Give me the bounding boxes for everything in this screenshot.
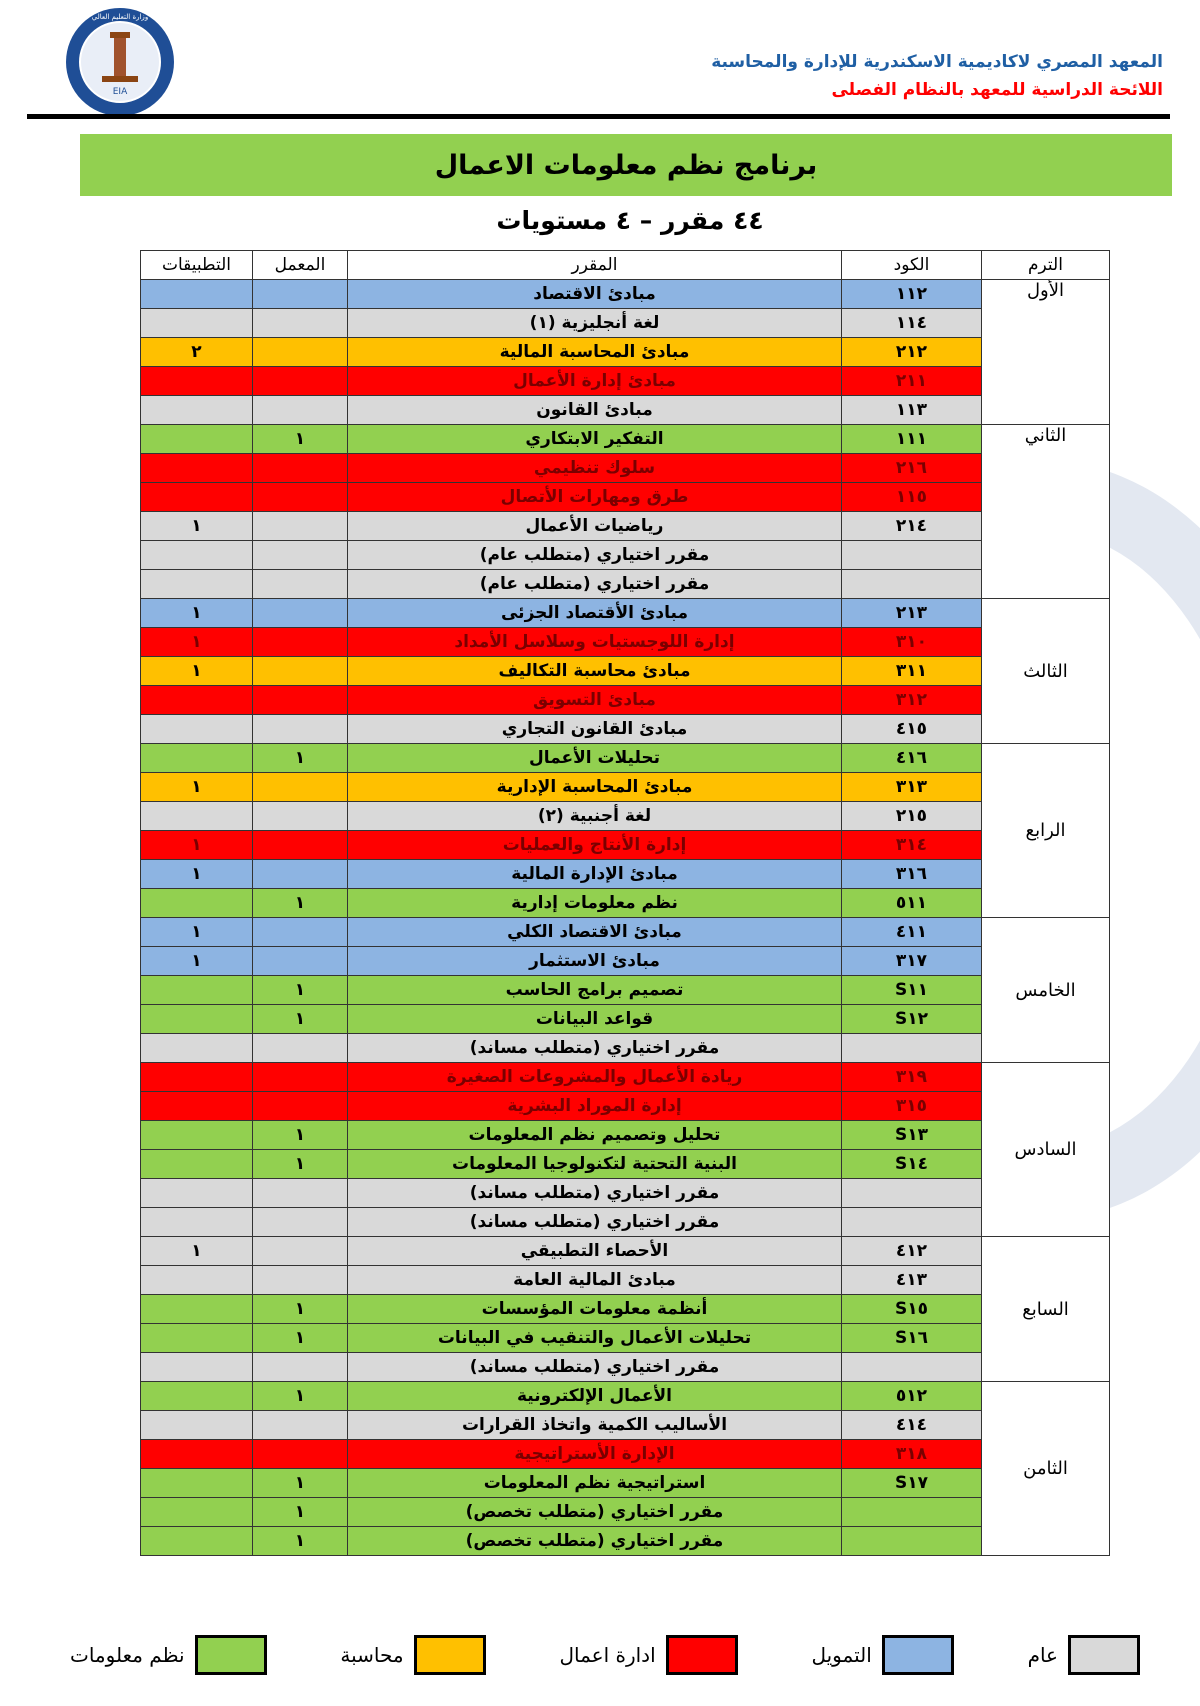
- lab-cell: ١: [253, 425, 348, 454]
- lab-cell: [253, 773, 348, 802]
- header-course: المقرر: [348, 251, 842, 280]
- table-row: [141, 1121, 1110, 1150]
- lab-cell: [253, 280, 348, 309]
- course-cell: مبادئ التسويق: [348, 686, 842, 715]
- course-cell: طرق ومهارات الأتصال: [348, 483, 842, 512]
- table-row: [141, 715, 1110, 744]
- applications-cell: ١: [141, 1237, 253, 1266]
- applications-cell: [141, 976, 253, 1005]
- legend-item-finance: [801, 1635, 953, 1675]
- legend-swatch: [195, 1635, 267, 1675]
- applications-cell: [141, 1208, 253, 1237]
- course-cell: مقرر اختياري (متطلب تخصص): [348, 1527, 842, 1556]
- course-cell: لغة أجنبية (٢): [348, 802, 842, 831]
- applications-cell: ٢: [141, 338, 253, 367]
- lab-cell: ١: [253, 744, 348, 773]
- course-cell: قواعد البيانات: [348, 1005, 842, 1034]
- table-row: [141, 1324, 1110, 1353]
- legend-item-management: [549, 1635, 737, 1675]
- course-cell: مبادئ الاستثمار: [348, 947, 842, 976]
- applications-cell: [141, 396, 253, 425]
- code-cell: ٣١٤: [842, 831, 982, 860]
- svg-text:وزارة التعليم العالي: وزارة التعليم العالي: [91, 13, 149, 21]
- applications-cell: ١: [141, 773, 253, 802]
- table-row: [141, 1295, 1110, 1324]
- lab-cell: [253, 338, 348, 367]
- table-row: [141, 367, 1110, 396]
- lab-cell: ١: [253, 889, 348, 918]
- lab-cell: [253, 1063, 348, 1092]
- applications-cell: [141, 1063, 253, 1092]
- lab-cell: [253, 1092, 348, 1121]
- lab-cell: [253, 1208, 348, 1237]
- table-row: [141, 338, 1110, 367]
- legend-label: عام: [1027, 1643, 1058, 1667]
- table-row: [141, 976, 1110, 1005]
- code-cell: [842, 1353, 982, 1382]
- applications-cell: [141, 483, 253, 512]
- code-cell: [842, 1034, 982, 1063]
- lab-cell: ١: [253, 1527, 348, 1556]
- table-row: [141, 860, 1110, 889]
- code-cell: S١٢: [842, 1005, 982, 1034]
- header-code: الكود: [842, 251, 982, 280]
- lab-cell: [253, 1411, 348, 1440]
- code-cell: S١٤: [842, 1150, 982, 1179]
- program-banner: [80, 134, 1172, 196]
- code-cell: ٢١١: [842, 367, 982, 396]
- code-cell: ٣١٩: [842, 1063, 982, 1092]
- applications-cell: [141, 1266, 253, 1295]
- code-cell: ٤١٢: [842, 1237, 982, 1266]
- lab-cell: ١: [253, 1150, 348, 1179]
- course-cell: البنية التحتية لتكنولوجيا المعلومات: [348, 1150, 842, 1179]
- course-cell: رياضيات الأعمال: [348, 512, 842, 541]
- code-cell: ٤١١: [842, 918, 982, 947]
- lab-cell: [253, 657, 348, 686]
- bylaw-title: اللائحة الدراسية للمعهد بالنظام الفصلى: [831, 80, 1163, 100]
- applications-cell: [141, 1324, 253, 1353]
- course-cell: مبادئ المالية العامة: [348, 1266, 842, 1295]
- table-row: [141, 1440, 1110, 1469]
- term-cell: الثالث: [982, 599, 1110, 744]
- course-cell: الإدارة الأستراتيجية: [348, 1440, 842, 1469]
- course-cell: مقرر اختياري (متطلب مساند): [348, 1353, 842, 1382]
- table-row: [141, 1353, 1110, 1382]
- lab-cell: [253, 947, 348, 976]
- course-cell: مبادئ الاقتصاد الكلي: [348, 918, 842, 947]
- course-cell: مقرر اختياري (متطلب تخصص): [348, 1498, 842, 1527]
- lab-cell: [253, 831, 348, 860]
- lab-cell: ١: [253, 976, 348, 1005]
- applications-cell: [141, 1295, 253, 1324]
- table-row: [141, 1092, 1110, 1121]
- code-cell: [842, 1179, 982, 1208]
- table-row: [141, 570, 1110, 599]
- course-cell: لغة أنجليزية (١): [348, 309, 842, 338]
- program-subtitle: ٤٤ مقرر – ٤ مستويات: [496, 206, 764, 235]
- term-cell: الأول: [982, 280, 1110, 425]
- header-applications: التطبيقات: [141, 251, 253, 280]
- applications-cell: [141, 454, 253, 483]
- applications-cell: [141, 280, 253, 309]
- course-cell: مقرر اختياري (متطلب مساند): [348, 1034, 842, 1063]
- code-cell: ٣١٣: [842, 773, 982, 802]
- header-term: الترم: [982, 251, 1110, 280]
- table-row: [141, 744, 1110, 773]
- legend-label: التمويل: [811, 1643, 872, 1667]
- table-row: [141, 599, 1110, 628]
- code-cell: S١٦: [842, 1324, 982, 1353]
- applications-cell: [141, 1411, 253, 1440]
- code-cell: ٤١٣: [842, 1266, 982, 1295]
- lab-cell: [253, 599, 348, 628]
- table-row: [141, 947, 1110, 976]
- table-row: [141, 1034, 1110, 1063]
- category-legend: [60, 1625, 1140, 1685]
- code-cell: ١١٥: [842, 483, 982, 512]
- table-row: [141, 309, 1110, 338]
- term-cell: الثامن: [982, 1382, 1110, 1556]
- applications-cell: [141, 1469, 253, 1498]
- legend-item-infosys: [60, 1635, 267, 1675]
- legend-item-general: [1018, 1635, 1140, 1675]
- code-cell: ٢١٤: [842, 512, 982, 541]
- table-row: [141, 425, 1110, 454]
- lab-cell: ١: [253, 1382, 348, 1411]
- table-row: [141, 802, 1110, 831]
- lab-cell: [253, 628, 348, 657]
- code-cell: ٤١٤: [842, 1411, 982, 1440]
- lab-cell: [253, 860, 348, 889]
- code-cell: ٤١٥: [842, 715, 982, 744]
- course-cell: مبادئ محاسبة التكاليف: [348, 657, 842, 686]
- code-cell: S١٣: [842, 1121, 982, 1150]
- courses-table: [140, 250, 1110, 1556]
- lab-cell: [253, 541, 348, 570]
- course-cell: تحليل وتصميم نظم المعلومات: [348, 1121, 842, 1150]
- table-row: [141, 657, 1110, 686]
- code-cell: ٢١٣: [842, 599, 982, 628]
- applications-cell: ١: [141, 831, 253, 860]
- table-row: [141, 918, 1110, 947]
- table-row: [141, 628, 1110, 657]
- table-row: [141, 1208, 1110, 1237]
- course-cell: مقرر اختياري (متطلب عام): [348, 541, 842, 570]
- code-cell: ٣١٥: [842, 1092, 982, 1121]
- header-divider: [27, 114, 1170, 119]
- course-cell: إدارة الموراد البشرية: [348, 1092, 842, 1121]
- lab-cell: [253, 1266, 348, 1295]
- applications-cell: [141, 889, 253, 918]
- table-row: [141, 831, 1110, 860]
- course-cell: الأساليب الكمية واتخاذ القرارات: [348, 1411, 842, 1440]
- table-row: [141, 1527, 1110, 1556]
- applications-cell: [141, 1150, 253, 1179]
- course-cell: مبادئ الإدارة المالية: [348, 860, 842, 889]
- lab-cell: [253, 570, 348, 599]
- applications-cell: [141, 715, 253, 744]
- table-row: [141, 1005, 1110, 1034]
- applications-cell: [141, 570, 253, 599]
- lab-cell: ١: [253, 1121, 348, 1150]
- term-cell: الرابع: [982, 744, 1110, 918]
- course-cell: التفكير الابتكاري: [348, 425, 842, 454]
- code-cell: ٤١٦: [842, 744, 982, 773]
- code-cell: S١١: [842, 976, 982, 1005]
- course-cell: استراتيجية نظم المعلومات: [348, 1469, 842, 1498]
- applications-cell: ١: [141, 918, 253, 947]
- table-row: [141, 686, 1110, 715]
- legend-swatch: [882, 1635, 954, 1675]
- table-row: [141, 1237, 1110, 1266]
- table-row: [141, 1266, 1110, 1295]
- applications-cell: [141, 541, 253, 570]
- legend-swatch: [414, 1635, 486, 1675]
- applications-cell: ١: [141, 512, 253, 541]
- course-cell: مبادئ القانون التجاري: [348, 715, 842, 744]
- course-cell: مقرر اختياري (متطلب مساند): [348, 1208, 842, 1237]
- course-cell: تحليلات الأعمال: [348, 744, 842, 773]
- lab-cell: [253, 1440, 348, 1469]
- applications-cell: [141, 1121, 253, 1150]
- term-cell: السادس: [982, 1063, 1110, 1237]
- lab-cell: [253, 367, 348, 396]
- lab-cell: [253, 1034, 348, 1063]
- code-cell: [842, 1527, 982, 1556]
- table-row: [141, 1063, 1110, 1092]
- program-title: برنامج نظم معلومات الاعمال: [434, 149, 818, 181]
- lab-cell: [253, 1353, 348, 1382]
- lab-cell: ١: [253, 1295, 348, 1324]
- lab-cell: [253, 802, 348, 831]
- header-lab: المعمل: [253, 251, 348, 280]
- lab-cell: [253, 918, 348, 947]
- applications-cell: [141, 1005, 253, 1034]
- institute-name: المعهد المصري لاكاديمية الاسكندرية للإدارة والمحاسبة: [711, 52, 1163, 72]
- table-row: [141, 889, 1110, 918]
- legend-label: نظم معلومات: [70, 1643, 185, 1667]
- legend-swatch: [1068, 1635, 1140, 1675]
- lab-cell: [253, 1179, 348, 1208]
- course-cell: مبادئ المحاسبة الإدارية: [348, 773, 842, 802]
- legend-item-accounting: [330, 1635, 485, 1675]
- applications-cell: [141, 744, 253, 773]
- term-cell: السابع: [982, 1237, 1110, 1382]
- code-cell: ١١٢: [842, 280, 982, 309]
- applications-cell: [141, 1353, 253, 1382]
- course-cell: مبادئ الأقتصاد الجزئى: [348, 599, 842, 628]
- code-cell: ٥١١: [842, 889, 982, 918]
- code-cell: ٣١٨: [842, 1440, 982, 1469]
- lab-cell: [253, 483, 348, 512]
- table-row: [141, 483, 1110, 512]
- course-cell: سلوك تنظيمي: [348, 454, 842, 483]
- table-row: [141, 1382, 1110, 1411]
- applications-cell: [141, 1382, 253, 1411]
- code-cell: ١١١: [842, 425, 982, 454]
- code-cell: S١٥: [842, 1295, 982, 1324]
- applications-cell: ١: [141, 657, 253, 686]
- applications-cell: ١: [141, 947, 253, 976]
- lab-cell: ١: [253, 1498, 348, 1527]
- applications-cell: ١: [141, 860, 253, 889]
- course-cell: الأحصاء التطبيقي: [348, 1237, 842, 1266]
- table-row: [141, 541, 1110, 570]
- applications-cell: [141, 367, 253, 396]
- lab-cell: [253, 396, 348, 425]
- applications-cell: [141, 1092, 253, 1121]
- code-cell: ٣١٧: [842, 947, 982, 976]
- course-cell: مبادئ الاقتصاد: [348, 280, 842, 309]
- code-cell: ٣١١: [842, 657, 982, 686]
- code-cell: ١١٣: [842, 396, 982, 425]
- code-cell: ٢١٥: [842, 802, 982, 831]
- course-cell: نظم معلومات إدارية: [348, 889, 842, 918]
- applications-cell: [141, 1034, 253, 1063]
- course-cell: إدارة اللوجستيات وسلاسل الأمداد: [348, 628, 842, 657]
- applications-cell: [141, 1440, 253, 1469]
- lab-cell: [253, 309, 348, 338]
- table-row: [141, 512, 1110, 541]
- table-header-row: [141, 251, 1110, 280]
- code-cell: S١٧: [842, 1469, 982, 1498]
- course-cell: مقرر اختياري (متطلب مساند): [348, 1179, 842, 1208]
- applications-cell: [141, 1179, 253, 1208]
- term-cell: الخامس: [982, 918, 1110, 1063]
- course-cell: أنظمة معلومات المؤسسات: [348, 1295, 842, 1324]
- applications-cell: [141, 425, 253, 454]
- code-cell: [842, 570, 982, 599]
- applications-cell: ١: [141, 628, 253, 657]
- applications-cell: [141, 802, 253, 831]
- code-cell: [842, 1498, 982, 1527]
- code-cell: ٣١٠: [842, 628, 982, 657]
- lab-cell: [253, 512, 348, 541]
- applications-cell: [141, 309, 253, 338]
- course-cell: ريادة الأعمال والمشروعات الصغيرة: [348, 1063, 842, 1092]
- code-cell: [842, 541, 982, 570]
- legend-swatch: [666, 1635, 738, 1675]
- applications-cell: [141, 1527, 253, 1556]
- table-row: [141, 1179, 1110, 1208]
- applications-cell: [141, 1498, 253, 1527]
- legend-label: محاسبة: [340, 1643, 404, 1667]
- applications-cell: [141, 686, 253, 715]
- code-cell: ١١٤: [842, 309, 982, 338]
- lab-cell: [253, 686, 348, 715]
- course-cell: تصميم برامج الحاسب: [348, 976, 842, 1005]
- table-row: [141, 1498, 1110, 1527]
- code-cell: ٥١٢: [842, 1382, 982, 1411]
- term-cell: الثاني: [982, 425, 1110, 599]
- course-cell: الأعمال الإلكترونية: [348, 1382, 842, 1411]
- table-row: [141, 280, 1110, 309]
- legend-label: ادارة اعمال: [559, 1643, 656, 1667]
- lab-cell: [253, 1237, 348, 1266]
- code-cell: ٢١٢: [842, 338, 982, 367]
- lab-cell: ١: [253, 1005, 348, 1034]
- lab-cell: ١: [253, 1469, 348, 1498]
- lab-cell: ١: [253, 1324, 348, 1353]
- course-cell: مبادئ إدارة الأعمال: [348, 367, 842, 396]
- institute-logo: [64, 6, 176, 118]
- course-cell: مقرر اختياري (متطلب عام): [348, 570, 842, 599]
- course-cell: إدارة الأنتاج والعمليات: [348, 831, 842, 860]
- table-row: [141, 396, 1110, 425]
- lab-cell: [253, 454, 348, 483]
- code-cell: ٢١٦: [842, 454, 982, 483]
- course-cell: مبادئ المحاسبة المالية: [348, 338, 842, 367]
- table-row: [141, 1469, 1110, 1498]
- applications-cell: ١: [141, 599, 253, 628]
- code-cell: ٣١٢: [842, 686, 982, 715]
- course-cell: تحليلات الأعمال والتنقيب في البيانات: [348, 1324, 842, 1353]
- code-cell: ٣١٦: [842, 860, 982, 889]
- svg-text:EIA: EIA: [112, 87, 128, 97]
- table-row: [141, 773, 1110, 802]
- table-row: [141, 454, 1110, 483]
- table-row: [141, 1411, 1110, 1440]
- code-cell: [842, 1208, 982, 1237]
- lab-cell: [253, 715, 348, 744]
- course-cell: مبادئ القانون: [348, 396, 842, 425]
- table-row: [141, 1150, 1110, 1179]
- courses-body: [141, 280, 1110, 1556]
